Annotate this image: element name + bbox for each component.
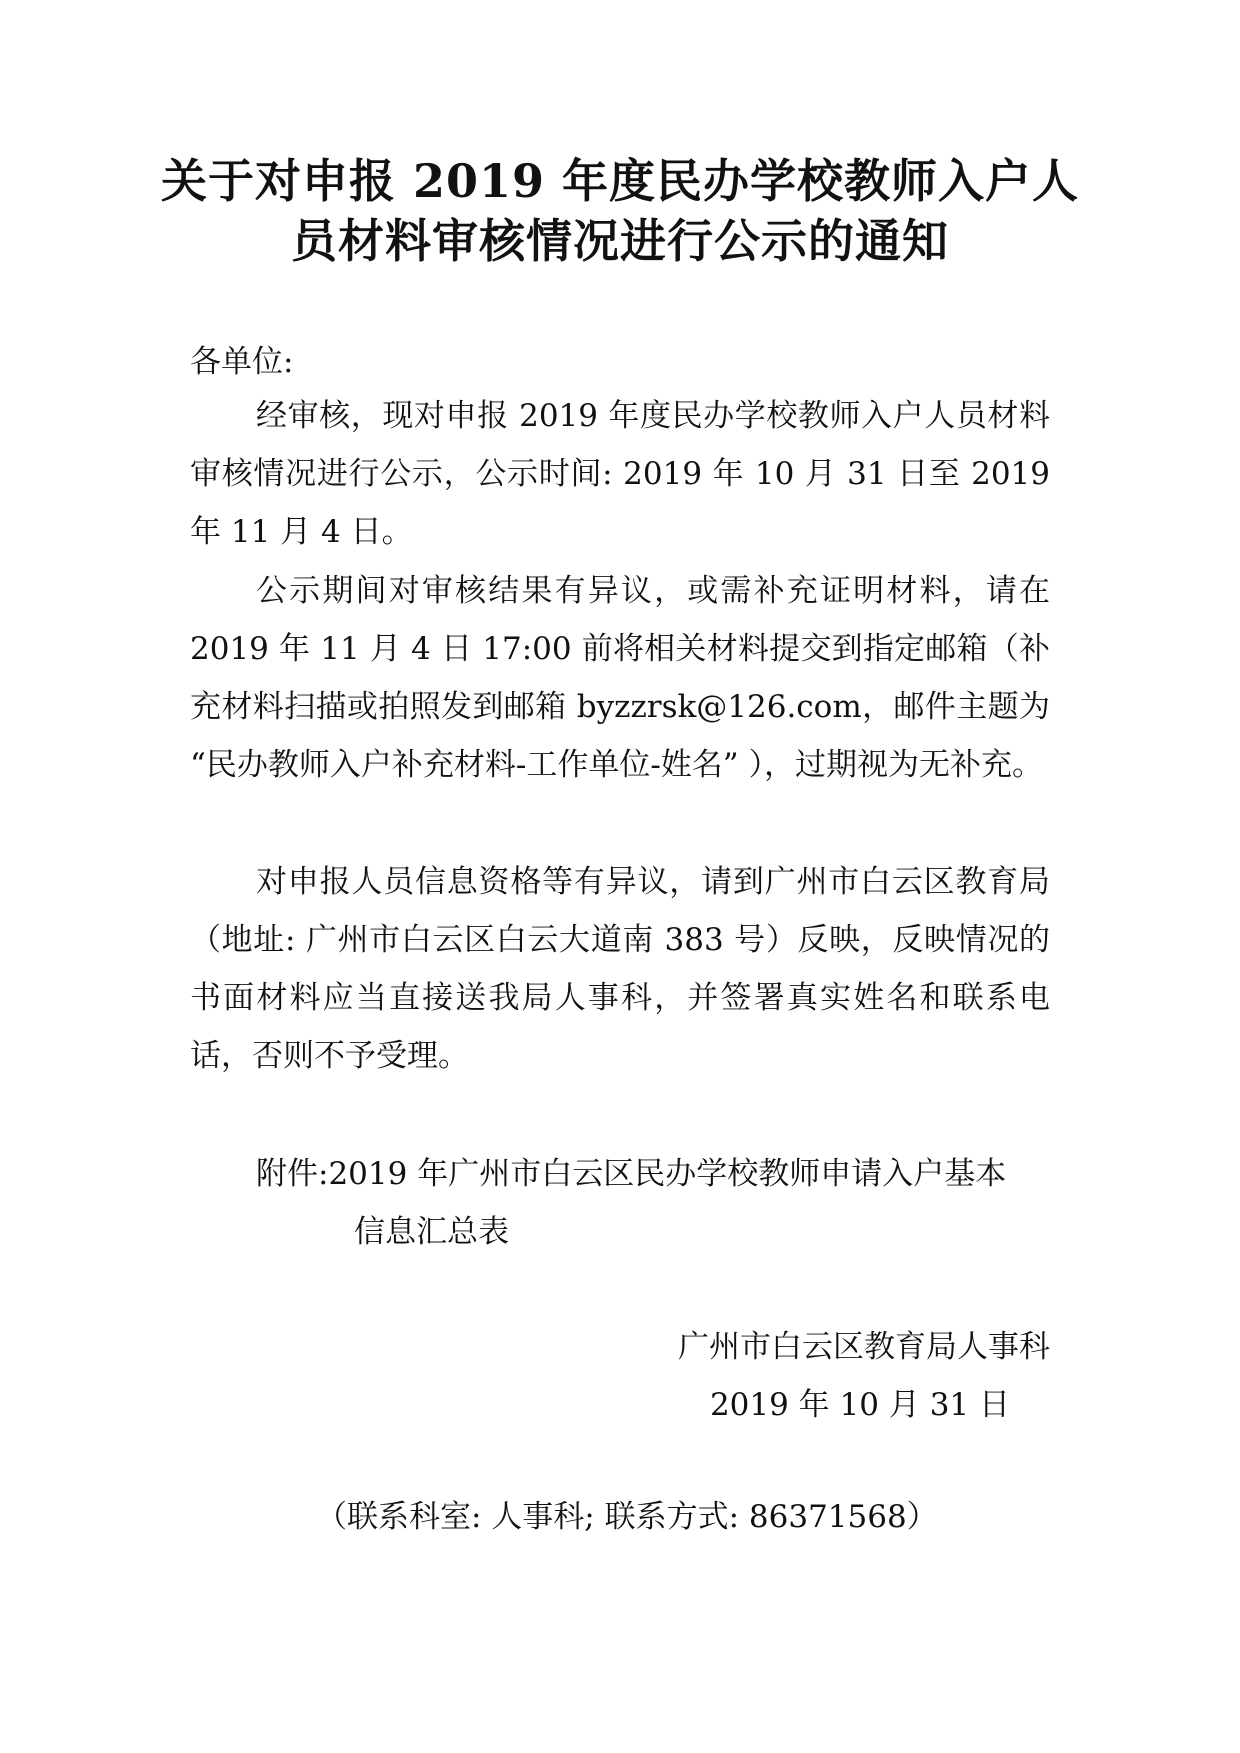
salutation: 各单位: — [190, 344, 294, 380]
attachment-title-line-2: 信息汇总表 — [354, 1214, 509, 1250]
attachment-note — [256, 1145, 1056, 1261]
notice-title-line-2: 员材料审核情况进行公示的通知 — [291, 214, 949, 268]
contact-info: （联系科室: 人事科; 联系方式: 86371568） — [316, 1499, 938, 1535]
paragraph-objection-supplement: 公示期间对审核结果有异议，或需补充证明材料，请在 2019 年 11 月 4 日 17:00 前将相关材料提交到指定邮箱（补充材料扫描或拍照发到邮箱 byzzrsk@126.com，邮件主题为 “民办教师入户补充材料-工作单位-姓名” ），过期视为无补充。 — [190, 573, 1050, 783]
attachment-title-line-1: 2019 年广州市白云区民办学校教师申请入户基本 — [328, 1156, 1007, 1192]
issuing-department: 广州市白云区教育局人事科 — [678, 1329, 1050, 1365]
paragraph-qualification-objection: 对申报人员信息资格等有异议，请到广州市白云区教育局（地址: 广州市白云区白云大道南 383 号）反映，反映情况的书面材料应当直接送我局人事科，并签署真实姓名和联系电话，否则不予受理。 — [190, 864, 1050, 1074]
attachment-label: 附件: — [256, 1156, 329, 1192]
notice-title-line-1: 关于对申报 2019 年度民办学校教师入户人 — [160, 154, 1080, 208]
paragraph-review-announcement: 经审核，现对申报 2019 年度民办学校教师入户人员材料审核情况进行公示，公示时间: 2019 年 10 月 31 日至 2019 年 11 月 4 日。 — [190, 398, 1050, 550]
issue-date: 2019 年 10 月 31 日 — [709, 1387, 1010, 1423]
